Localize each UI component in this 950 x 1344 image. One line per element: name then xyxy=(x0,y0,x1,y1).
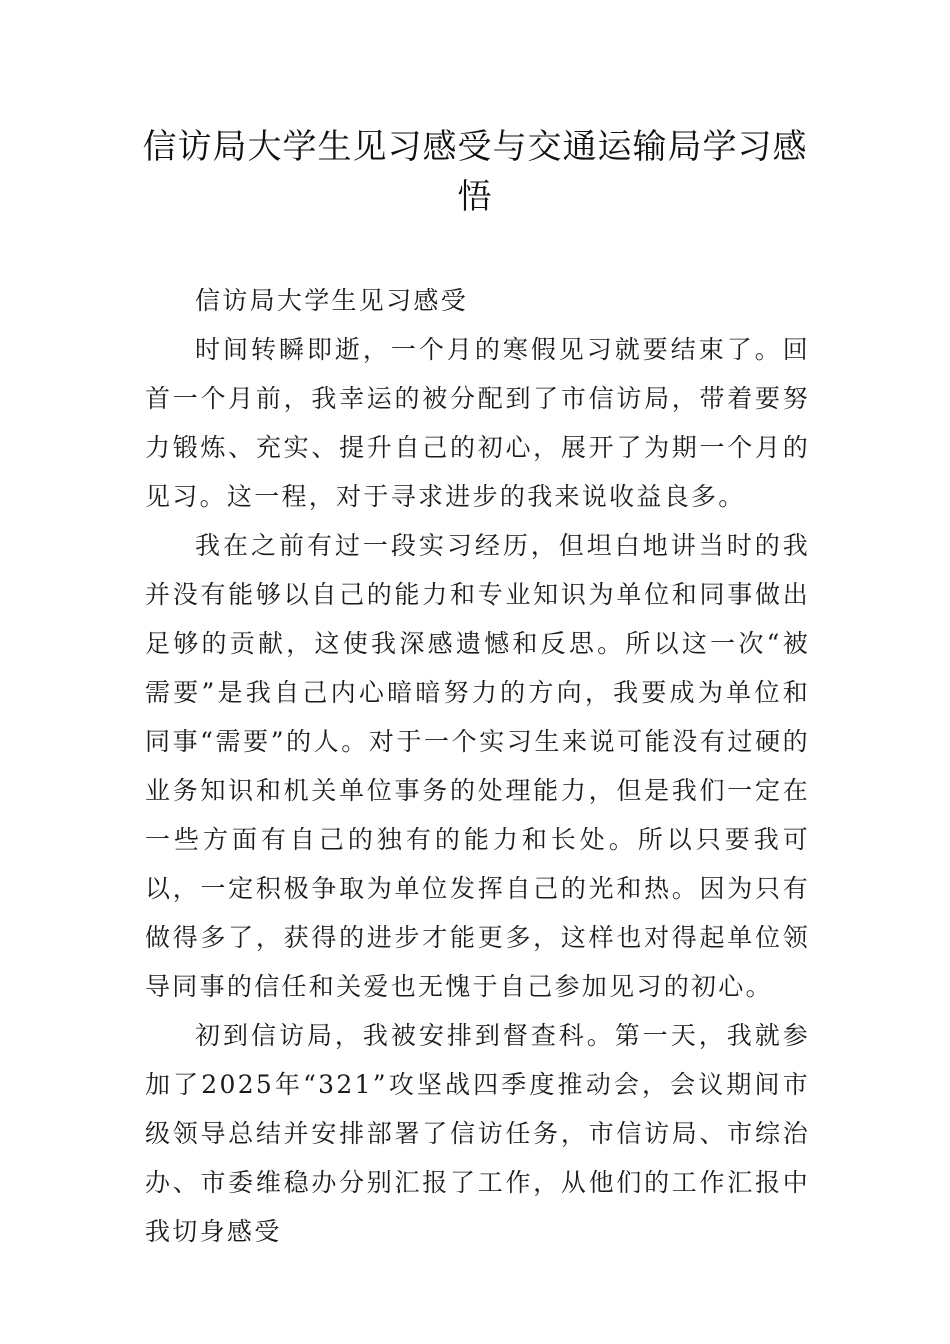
document-body xyxy=(145,276,810,1256)
paragraph: 时间转瞬即逝，一个月的寒假见习就要结束了。回首一个月前，我幸运的被分配到了市信访局，带着要努力锻炼、充实、提升自己的初心，展开了为期一个月的见习。这一程，对于寻求进步的我来说收益良多。 xyxy=(145,335,810,511)
section-heading: 信访局大学生见习感受 xyxy=(195,286,469,315)
document-title: 信访局大学生见习感受与交通运输局学习感悟 xyxy=(142,127,808,217)
paragraph: 初到信访局，我被安排到督查科。第一天，我就参加了2025年“321”攻坚战四季度推动会，会议期间市级领导总结并安排部署了信访任务，市信访局、市综治办、市委维稳办分别汇报了工作，从他们的工作汇报中我切身感受 xyxy=(145,1021,810,1246)
paragraph: 我在之前有过一段实习经历，但坦白地讲当时的我并没有能够以自己的能力和专业知识为单位和同事做出足够的贡献，这使我深感遗憾和反思。所以这一次“被需要”是我自己内心暗暗努力的方向，我要成为单位和同事“需要”的人。对于一个实习生来说可能没有过硬的业务知识和机关单位事务的处理能力，但是我们一定在一些方面有自己的独有的能力和长处。所以只要我可以，一定积极争取为单位发挥自己的光和热。因为只有做得多了，获得的进步才能更多，这样也对得起单位领导同事的信任和关爱也无愧于自己参加见习的初心。 xyxy=(145,531,810,1001)
